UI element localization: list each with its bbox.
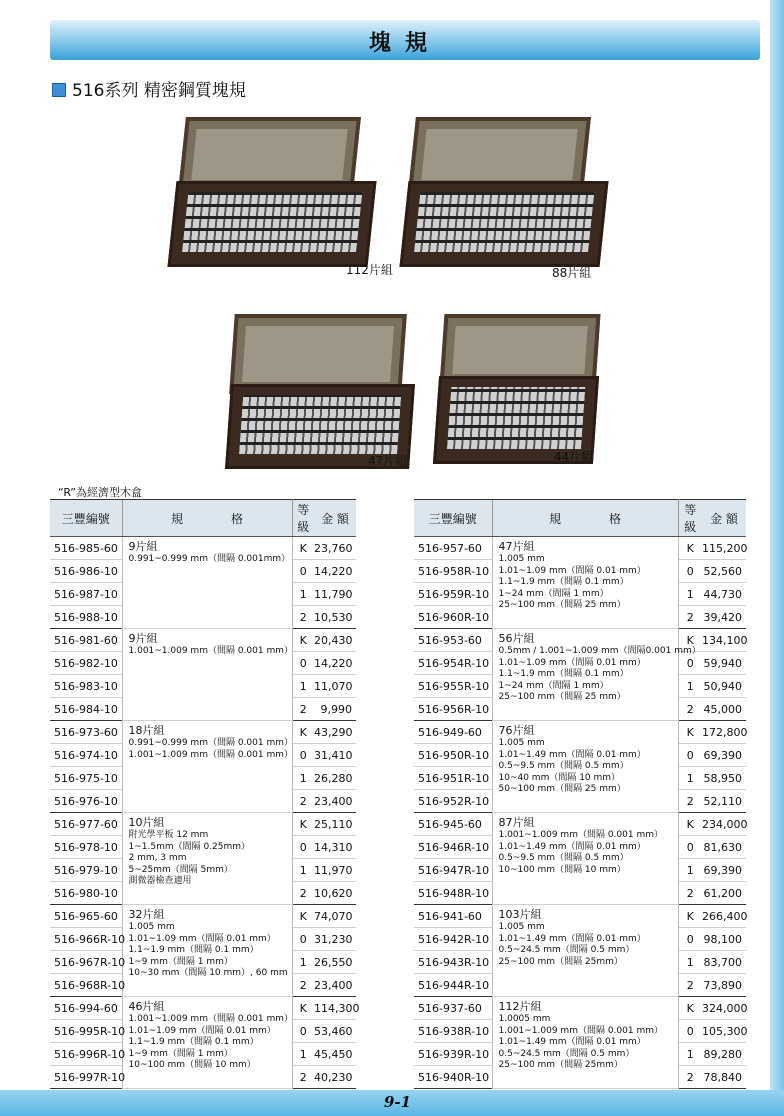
model-code: 516-980-10 (50, 882, 122, 905)
price: 10,620 (314, 882, 356, 905)
grade: K (292, 629, 314, 652)
price: 26,550 (314, 951, 356, 974)
spec-line: 1.1~1.9 mm（間隔 0.1 mm） (128, 1037, 259, 1047)
price: 31,230 (314, 928, 356, 951)
table-row (414, 997, 746, 1020)
model-code: 516-941-60 (414, 905, 492, 928)
model-code: 516-981-60 (50, 629, 122, 652)
price: 43,290 (314, 721, 356, 744)
model-code: 516-940R-10 (414, 1066, 492, 1089)
set-name: 46片組 (128, 1000, 165, 1013)
product-photo-88 (404, 117, 614, 267)
spec-line: 2 mm, 3 mm (128, 853, 187, 863)
grade: 1 (292, 583, 314, 606)
grade: 1 (678, 859, 702, 882)
set-name: 9片組 (128, 632, 158, 645)
price: 115,200 (702, 537, 746, 560)
price: 31,410 (314, 744, 356, 767)
grade: 1 (292, 675, 314, 698)
price: 266,400 (702, 905, 746, 928)
spec-line: 10~30 mm（間隔 10 mm）, 60 mm (128, 968, 288, 978)
grade: 1 (292, 767, 314, 790)
model-code: 516-988-10 (50, 606, 122, 629)
spec-line: 1.01~1.09 mm（間隔 0.01 mm） (498, 565, 646, 576)
section-title-text: 516系列 精密鋼質塊規 (72, 81, 246, 101)
col-header-spec: 規 格 (492, 500, 678, 537)
grade: K (292, 997, 314, 1020)
spec-line: 1.005 mm (498, 922, 545, 932)
page-header (50, 20, 760, 60)
grade: 0 (678, 652, 702, 675)
col-header-code: 三豐編號 (50, 500, 122, 537)
grade: 0 (292, 1020, 314, 1043)
price: 45,000 (702, 698, 746, 721)
price: 172,800 (702, 721, 746, 744)
model-code: 516-985-60 (50, 537, 122, 560)
grade: 1 (678, 767, 702, 790)
model-code: 516-986-10 (50, 560, 122, 583)
model-code: 516-975-10 (50, 767, 122, 790)
spec-line: 測微器檢查適用 (128, 876, 192, 886)
price: 69,390 (702, 744, 746, 767)
spec-cell (122, 813, 292, 905)
spec-line: 1~24 mm（間隔 1 mm） (498, 680, 609, 691)
grade: 2 (292, 698, 314, 721)
spec-line: 1.01~1.49 mm（間隔 0.01 mm） (498, 841, 646, 852)
price-table-right (414, 499, 746, 1089)
col-header-price: 金 額 (702, 500, 746, 537)
model-code: 516-954R-10 (414, 652, 492, 675)
spec-line: 1~9 mm（間隔 1 mm） (128, 1048, 233, 1059)
spec-cell (492, 813, 678, 905)
spec-line: 1~9 mm（間隔 1 mm） (128, 956, 233, 967)
right-edge-strip (770, 0, 784, 1116)
set-name: 32片組 (128, 908, 165, 921)
model-code: 516-994-60 (50, 997, 122, 1020)
model-code: 516-947R-10 (414, 859, 492, 882)
table-row (50, 997, 356, 1020)
spec-line: 10~100 mm（間隔 10 mm） (128, 1060, 256, 1070)
photo-caption: 47片組 (368, 454, 408, 468)
spec-line: 1.1~1.9 mm（間隔 0.1 mm） (128, 945, 259, 955)
price: 23,760 (314, 537, 356, 560)
grade: K (678, 537, 702, 560)
set-name: 76片組 (498, 724, 535, 737)
model-code: 516-959R-10 (414, 583, 492, 606)
grade: 2 (678, 974, 702, 997)
photo-caption: 112片組 (346, 263, 393, 277)
table-row (414, 721, 746, 744)
model-code: 516-937-60 (414, 997, 492, 1020)
spec-line: 1.005 mm (498, 554, 545, 564)
grade: 0 (292, 836, 314, 859)
grade: 0 (292, 560, 314, 583)
spec-cell (492, 905, 678, 997)
set-name: 10片組 (128, 816, 165, 829)
model-code: 516-951R-10 (414, 767, 492, 790)
spec-cell (492, 537, 678, 629)
price: 73,890 (702, 974, 746, 997)
price: 74,070 (314, 905, 356, 928)
set-name: 112片組 (498, 1000, 542, 1013)
price: 114,300 (314, 997, 356, 1020)
grade: 2 (292, 606, 314, 629)
grade: 1 (292, 1043, 314, 1066)
price: 44,730 (702, 583, 746, 606)
price: 234,000 (702, 813, 746, 836)
spec-line: 1.01~1.09 mm（間隔 0.01 mm） (498, 657, 646, 668)
grade: 1 (678, 1043, 702, 1066)
model-code: 516-958R-10 (414, 560, 492, 583)
spec-line: 1.001~1.009 mm（間隔 0.001 mm） (128, 749, 293, 760)
price: 324,000 (702, 997, 746, 1020)
model-code: 516-957-60 (414, 537, 492, 560)
price: 40,230 (314, 1066, 356, 1089)
spec-line: 1.01~1.49 mm（間隔 0.01 mm） (498, 1037, 646, 1047)
model-code: 516-944R-10 (414, 974, 492, 997)
set-name: 56片組 (498, 632, 535, 645)
grade: K (292, 905, 314, 928)
spec-line: 0.5~9.5 mm（間隔 0.5 mm） (498, 761, 629, 771)
spec-line: 1.01~1.49 mm（間隔 0.01 mm） (498, 933, 646, 944)
product-photo-112 (172, 117, 390, 267)
grade: K (678, 721, 702, 744)
model-code: 516-982-10 (50, 652, 122, 675)
product-photo-47 (228, 314, 412, 469)
price: 134,100 (702, 629, 746, 652)
grade: 0 (678, 744, 702, 767)
spec-line: 1.005 mm (128, 922, 175, 932)
price: 9,990 (314, 698, 356, 721)
spec-line: 1.001~1.009 mm（間隔 0.001 mm） (128, 1014, 293, 1024)
photo-caption: 88片組 (552, 266, 592, 280)
spec-cell (122, 997, 292, 1089)
grade: 2 (678, 882, 702, 905)
spec-cell (492, 721, 678, 813)
grade: K (292, 813, 314, 836)
price: 14,310 (314, 836, 356, 859)
set-name: 9片組 (128, 540, 158, 553)
price: 78,840 (702, 1066, 746, 1089)
model-code: 516-973-60 (50, 721, 122, 744)
spec-line: 10~100 mm（間隔 10 mm） (498, 864, 626, 875)
grade: 2 (292, 1066, 314, 1089)
col-header-price: 金 額 (314, 500, 356, 537)
model-code: 516-984-10 (50, 698, 122, 721)
model-code: 516-967R-10 (50, 951, 122, 974)
spec-line: 0.5~24.5 mm（間隔 0.5 mm） (498, 945, 635, 955)
price: 83,700 (702, 951, 746, 974)
page-title: 塊規 (368, 31, 441, 56)
grade: 0 (678, 560, 702, 583)
spec-line: 0.5~24.5 mm（間隔 0.5 mm） (498, 1048, 635, 1059)
model-code: 516-945-60 (414, 813, 492, 836)
grade: 0 (678, 836, 702, 859)
model-code: 516-977-60 (50, 813, 122, 836)
spec-line: 25~100 mm（間隔 25 mm） (498, 692, 626, 702)
price: 23,400 (314, 790, 356, 813)
spec-line: 1.001~1.009 mm（間隔 0.001 mm） (498, 830, 663, 840)
price: 20,430 (314, 629, 356, 652)
grade: 1 (678, 675, 702, 698)
price: 26,280 (314, 767, 356, 790)
spec-line: 5~25mm（間隔 5mm） (128, 864, 233, 875)
price: 52,560 (702, 560, 746, 583)
grade: 2 (678, 790, 702, 813)
table-row (414, 905, 746, 928)
spec-line: 10~40 mm（間隔 10 mm） (498, 772, 621, 783)
grade: 0 (678, 928, 702, 951)
model-code: 516-960R-10 (414, 606, 492, 629)
spec-line: 1.1~1.9 mm（間隔 0.1 mm） (498, 577, 629, 587)
price: 14,220 (314, 652, 356, 675)
price: 61,200 (702, 882, 746, 905)
model-code: 516-949-60 (414, 721, 492, 744)
model-code: 516-968R-10 (50, 974, 122, 997)
table-row (50, 537, 356, 560)
table-row (50, 905, 356, 928)
model-code: 516-943R-10 (414, 951, 492, 974)
spec-cell (492, 997, 678, 1089)
grade: 1 (678, 951, 702, 974)
spec-line: 附光學平板 12 mm (128, 830, 209, 840)
price: 10,530 (314, 606, 356, 629)
price: 89,280 (702, 1043, 746, 1066)
spec-cell (122, 629, 292, 721)
grade: K (678, 997, 702, 1020)
set-name: 47片組 (498, 540, 535, 553)
model-code: 516-938R-10 (414, 1020, 492, 1043)
model-code: 516-946R-10 (414, 836, 492, 859)
grade: 0 (292, 652, 314, 675)
model-code: 516-974-10 (50, 744, 122, 767)
table-row (50, 721, 356, 744)
photo-caption: 44片組 (554, 450, 594, 464)
page-number: 9-1 (384, 1093, 412, 1111)
spec-cell (122, 537, 292, 629)
table-row (414, 813, 746, 836)
price: 39,420 (702, 606, 746, 629)
price: 53,460 (314, 1020, 356, 1043)
col-header-grade: 等級 (678, 500, 702, 537)
spec-line: 50~100 mm（間隔 25 mm） (498, 784, 626, 794)
col-header-code: 三豐編號 (414, 500, 492, 537)
grade: 2 (292, 790, 314, 813)
table-row (414, 537, 746, 560)
model-code: 516-952R-10 (414, 790, 492, 813)
spec-line: 1~24 mm（間隔 1 mm） (498, 588, 609, 599)
table-row (50, 813, 356, 836)
price: 58,950 (702, 767, 746, 790)
model-code: 516-987-10 (50, 583, 122, 606)
grade: K (292, 721, 314, 744)
model-code: 516-953-60 (414, 629, 492, 652)
grade: 2 (678, 606, 702, 629)
spec-line: 0.991~0.999 mm（間隔 0.001mm） (128, 554, 291, 564)
set-name: 18片組 (128, 724, 165, 737)
grade: 2 (678, 1066, 702, 1089)
grade: 0 (292, 928, 314, 951)
price: 59,940 (702, 652, 746, 675)
model-code: 516-976-10 (50, 790, 122, 813)
model-code: 516-996R-10 (50, 1043, 122, 1066)
spec-line: 1.005 mm (498, 738, 545, 748)
spec-line: 1.01~1.09 mm（間隔 0.01 mm） (128, 1025, 276, 1036)
model-code: 516-978-10 (50, 836, 122, 859)
square-bullet-icon (52, 83, 66, 97)
price: 81,630 (702, 836, 746, 859)
model-code: 516-966R-10 (50, 928, 122, 951)
spec-line: 1.01~1.49 mm（間隔 0.01 mm） (498, 749, 646, 760)
spec-cell (492, 629, 701, 721)
grade: 0 (292, 744, 314, 767)
grade: K (678, 629, 702, 652)
spec-line: 25~100 mm（間隔 25 mm） (498, 600, 626, 610)
model-code: 516-939R-10 (414, 1043, 492, 1066)
spec-line: 1.1~1.9 mm（間隔 0.1 mm） (498, 669, 629, 679)
price: 69,390 (702, 859, 746, 882)
price: 105,300 (702, 1020, 746, 1043)
col-header-spec: 規 格 (122, 500, 292, 537)
grade: 1 (292, 859, 314, 882)
spec-line: 0.991~0.999 mm（間隔 0.001 mm） (128, 738, 293, 748)
spec-line: 25~100 mm（間隔 25mm） (498, 1060, 623, 1070)
price: 23,400 (314, 974, 356, 997)
model-code: 516-983-10 (50, 675, 122, 698)
price: 50,940 (702, 675, 746, 698)
model-code: 516-942R-10 (414, 928, 492, 951)
spec-cell (122, 905, 292, 997)
model-code: 516-950R-10 (414, 744, 492, 767)
price: 11,070 (314, 675, 356, 698)
table-row (50, 629, 356, 652)
price: 45,450 (314, 1043, 356, 1066)
price: 98,100 (702, 928, 746, 951)
model-code: 516-956R-10 (414, 698, 492, 721)
grade: 2 (678, 698, 702, 721)
spec-line: 1.001~1.009 mm（間隔 0.001 mm） (128, 646, 293, 656)
spec-line: 1.001~1.009 mm（間隔 0.001 mm） (498, 1025, 663, 1036)
section-title (52, 76, 246, 101)
model-code: 516-955R-10 (414, 675, 492, 698)
model-code: 516-997R-10 (50, 1066, 122, 1089)
price-table-left (50, 499, 360, 1089)
grade: 0 (678, 1020, 702, 1043)
note-text: “R”為經濟型木盒 (58, 486, 142, 499)
price: 11,790 (314, 583, 356, 606)
spec-line: 25~100 mm（間隔 25mm） (498, 956, 623, 967)
spec-line: 0.5mm / 1.001~1.009 mm（間隔0.001 mm） (498, 646, 701, 656)
set-name: 87片組 (498, 816, 535, 829)
model-code: 516-979-10 (50, 859, 122, 882)
spec-line: 1~1.5mm（間隔 0.25mm） (128, 841, 251, 852)
grade: 1 (292, 951, 314, 974)
set-name: 103片組 (498, 908, 542, 921)
grade: K (678, 813, 702, 836)
model-code: 516-948R-10 (414, 882, 492, 905)
price: 14,220 (314, 560, 356, 583)
spec-cell (122, 721, 292, 813)
product-photo-44 (436, 314, 604, 464)
model-code: 516-965-60 (50, 905, 122, 928)
grade: 2 (292, 974, 314, 997)
spec-line: 0.5~9.5 mm（間隔 0.5 mm） (498, 853, 629, 863)
col-header-grade: 等級 (292, 500, 314, 537)
spec-line: 1.01~1.09 mm（間隔 0.01 mm） (128, 933, 276, 944)
grade: K (678, 905, 702, 928)
price: 11,970 (314, 859, 356, 882)
table-row (414, 629, 746, 652)
spec-line: 1.0005 mm (498, 1014, 551, 1024)
grade: 2 (292, 882, 314, 905)
model-code: 516-995R-10 (50, 1020, 122, 1043)
price: 52,110 (702, 790, 746, 813)
grade: K (292, 537, 314, 560)
price: 25,110 (314, 813, 356, 836)
grade: 1 (678, 583, 702, 606)
